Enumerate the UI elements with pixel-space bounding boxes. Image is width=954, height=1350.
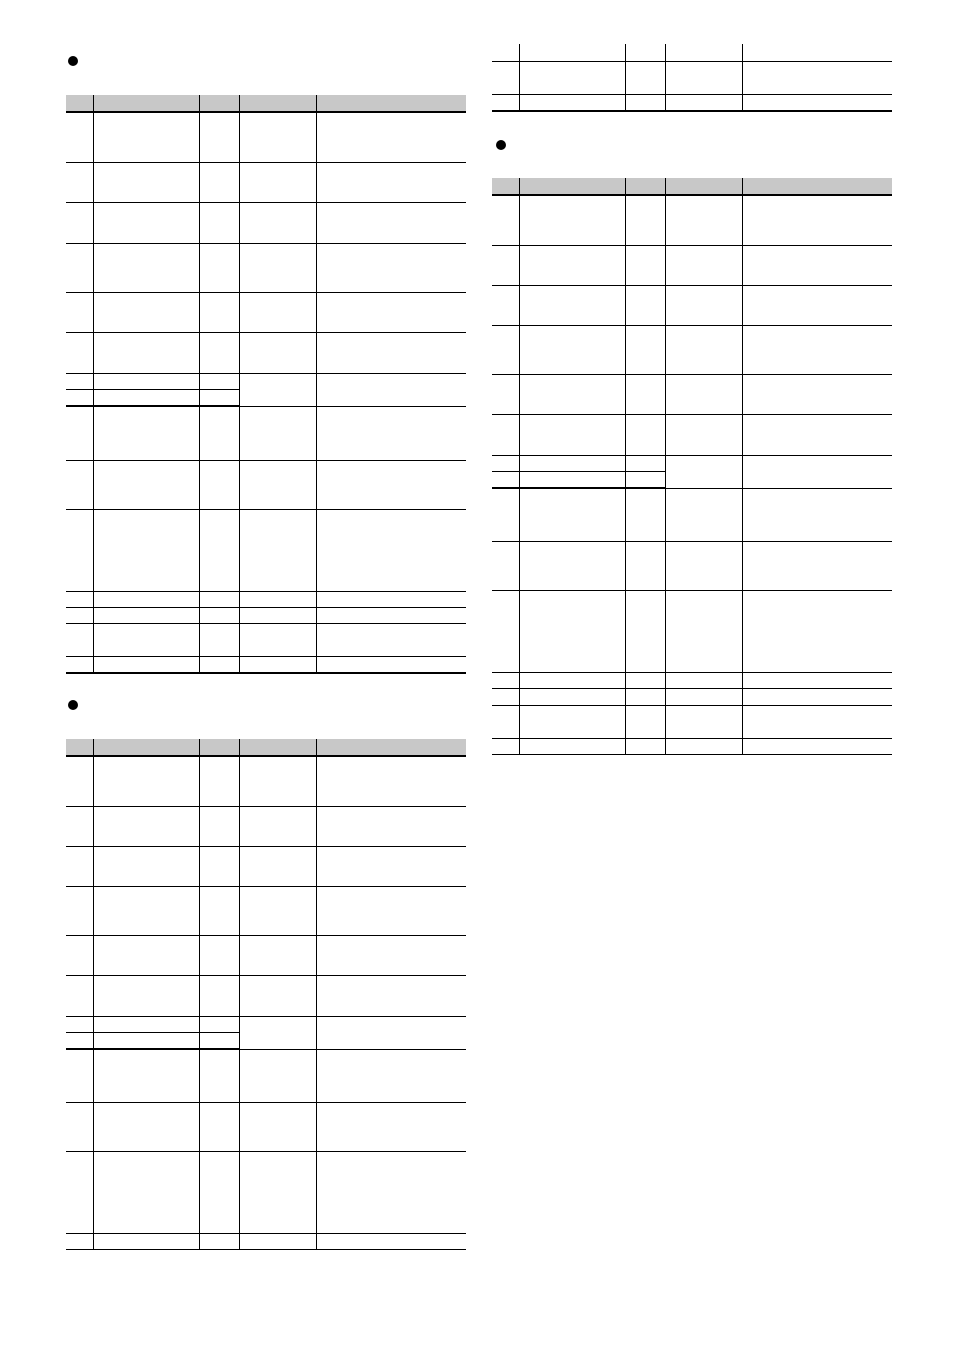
table-row xyxy=(492,672,892,688)
header-cell-no xyxy=(66,739,93,756)
table-row xyxy=(66,656,466,673)
table-row xyxy=(66,607,466,623)
table-row xyxy=(492,541,892,590)
table-row xyxy=(66,886,466,935)
header-cell-item xyxy=(93,95,199,112)
table-row xyxy=(66,846,466,886)
header-cell-value xyxy=(665,178,742,195)
table-row xyxy=(492,195,892,245)
table-row xyxy=(66,202,466,243)
table-row xyxy=(492,285,892,325)
table-row xyxy=(66,112,466,162)
header-cell-description xyxy=(316,739,466,756)
header-cell-no xyxy=(66,95,93,112)
table-row xyxy=(66,373,466,389)
table-row xyxy=(66,460,466,509)
table-header-row xyxy=(492,178,892,195)
table-row xyxy=(492,325,892,374)
header-cell-value xyxy=(239,95,316,112)
section-2-bullet-icon xyxy=(68,700,78,710)
table-header-row xyxy=(66,95,466,112)
table-row xyxy=(492,94,892,111)
header-cell-item xyxy=(519,178,625,195)
table-row xyxy=(66,406,466,460)
header-cell-unit xyxy=(199,739,239,756)
header-cell-value xyxy=(239,739,316,756)
table-row xyxy=(66,975,466,1016)
table-header-row xyxy=(66,739,466,756)
table-row xyxy=(492,488,892,541)
table-row xyxy=(66,756,466,806)
spec-table-3 xyxy=(492,178,892,755)
spec-table-continued xyxy=(492,44,892,112)
header-cell-description xyxy=(742,178,892,195)
table-row xyxy=(66,1102,466,1151)
table-row xyxy=(66,623,466,656)
table-row xyxy=(66,162,466,202)
table-row xyxy=(66,1233,466,1249)
table-row xyxy=(492,414,892,455)
table-row xyxy=(66,243,466,292)
table-row xyxy=(492,455,892,471)
table-row xyxy=(492,61,892,94)
section-1-bullet-icon xyxy=(68,56,78,66)
table-row xyxy=(66,509,466,591)
table-row xyxy=(66,1016,466,1032)
table-row xyxy=(492,245,892,285)
table-row xyxy=(66,935,466,975)
table-row xyxy=(492,374,892,414)
section-3-bullet-icon xyxy=(496,140,506,150)
table-row xyxy=(66,292,466,332)
table-row xyxy=(492,705,892,738)
header-cell-unit xyxy=(625,178,665,195)
header-cell-item xyxy=(93,739,199,756)
table-row xyxy=(66,591,466,607)
table-row xyxy=(492,738,892,754)
header-cell-unit xyxy=(199,95,239,112)
table-row xyxy=(492,44,892,61)
header-cell-description xyxy=(316,95,466,112)
table-row xyxy=(66,1049,466,1102)
table-row xyxy=(492,590,892,672)
header-cell-no xyxy=(492,178,519,195)
table-row xyxy=(66,1151,466,1233)
table-row xyxy=(66,806,466,846)
spec-table-2 xyxy=(66,739,466,1250)
table-row xyxy=(66,332,466,373)
table-row xyxy=(492,688,892,705)
spec-table-1 xyxy=(66,95,466,674)
